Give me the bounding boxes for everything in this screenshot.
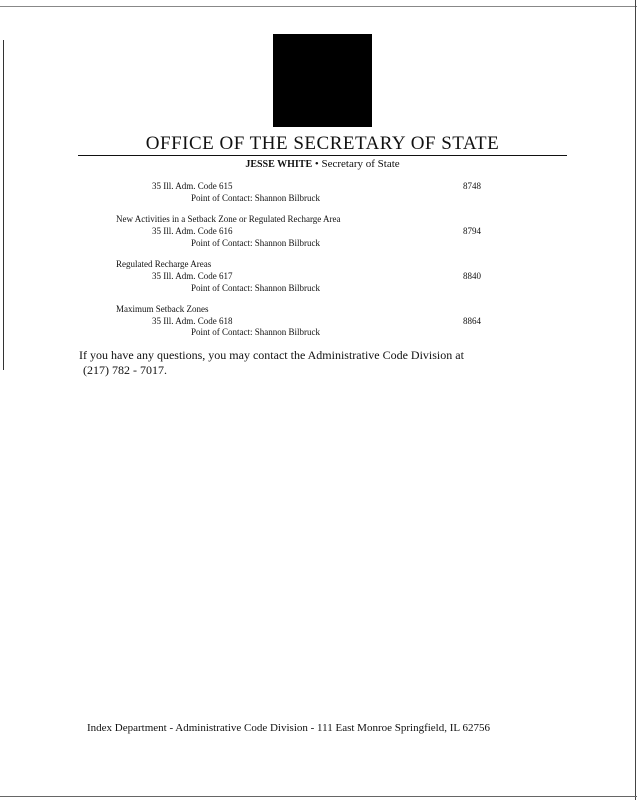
- entry-page-number: 8748: [463, 181, 481, 191]
- secretary-line: [78, 157, 567, 172]
- entry-section-title: New Activities in a Setback Zone or Regulated Recharge Area: [116, 214, 341, 224]
- entry-contact: Point of Contact: Shannon Bilbruck: [191, 238, 320, 248]
- office-title: OFFICE OF THE SECRETARY OF STATE: [145, 133, 500, 154]
- secretary-role: Secretary of State: [321, 158, 400, 170]
- entry-page-number: 8794: [463, 226, 481, 236]
- secretary-name: JESSE WHITE: [245, 159, 313, 170]
- entry-page-number: 8864: [463, 316, 481, 326]
- entry-contact: Point of Contact: Shannon Bilbruck: [191, 327, 320, 337]
- contact-note: [79, 348, 464, 378]
- entry-contact: Point of Contact: Shannon Bilbruck: [191, 283, 320, 293]
- entry-code: 35 Ill. Adm. Code 617: [152, 271, 233, 281]
- entry-code: 35 Ill. Adm. Code 616: [152, 226, 233, 236]
- entry-section-title: Regulated Recharge Areas: [116, 259, 212, 269]
- secretary-separator: •: [314, 158, 319, 170]
- contact-note-line1: If you have any questions, you may contact the Administrative Code Division at: [79, 348, 464, 362]
- scan-left-edge: [3, 40, 4, 370]
- entry-section-title: Maximum Setback Zones: [116, 304, 209, 314]
- entry-code: 35 Ill. Adm. Code 618: [152, 316, 233, 326]
- contact-phone: (217) 782 - 7017.: [83, 363, 167, 377]
- state-seal-image: [273, 34, 372, 127]
- entry-page-number: 8840: [463, 271, 481, 281]
- entry-contact: Point of Contact: Shannon Bilbruck: [191, 193, 320, 203]
- scan-right-edge: [635, 0, 636, 800]
- title-divider: [78, 155, 567, 156]
- entry-code: 35 Ill. Adm. Code 615: [152, 181, 233, 191]
- footer-address: Index Department - Administrative Code Division - 111 East Monroe Springfield, IL 62756: [87, 722, 490, 734]
- scan-bottom-edge: [0, 796, 637, 797]
- scan-top-edge: [0, 6, 637, 7]
